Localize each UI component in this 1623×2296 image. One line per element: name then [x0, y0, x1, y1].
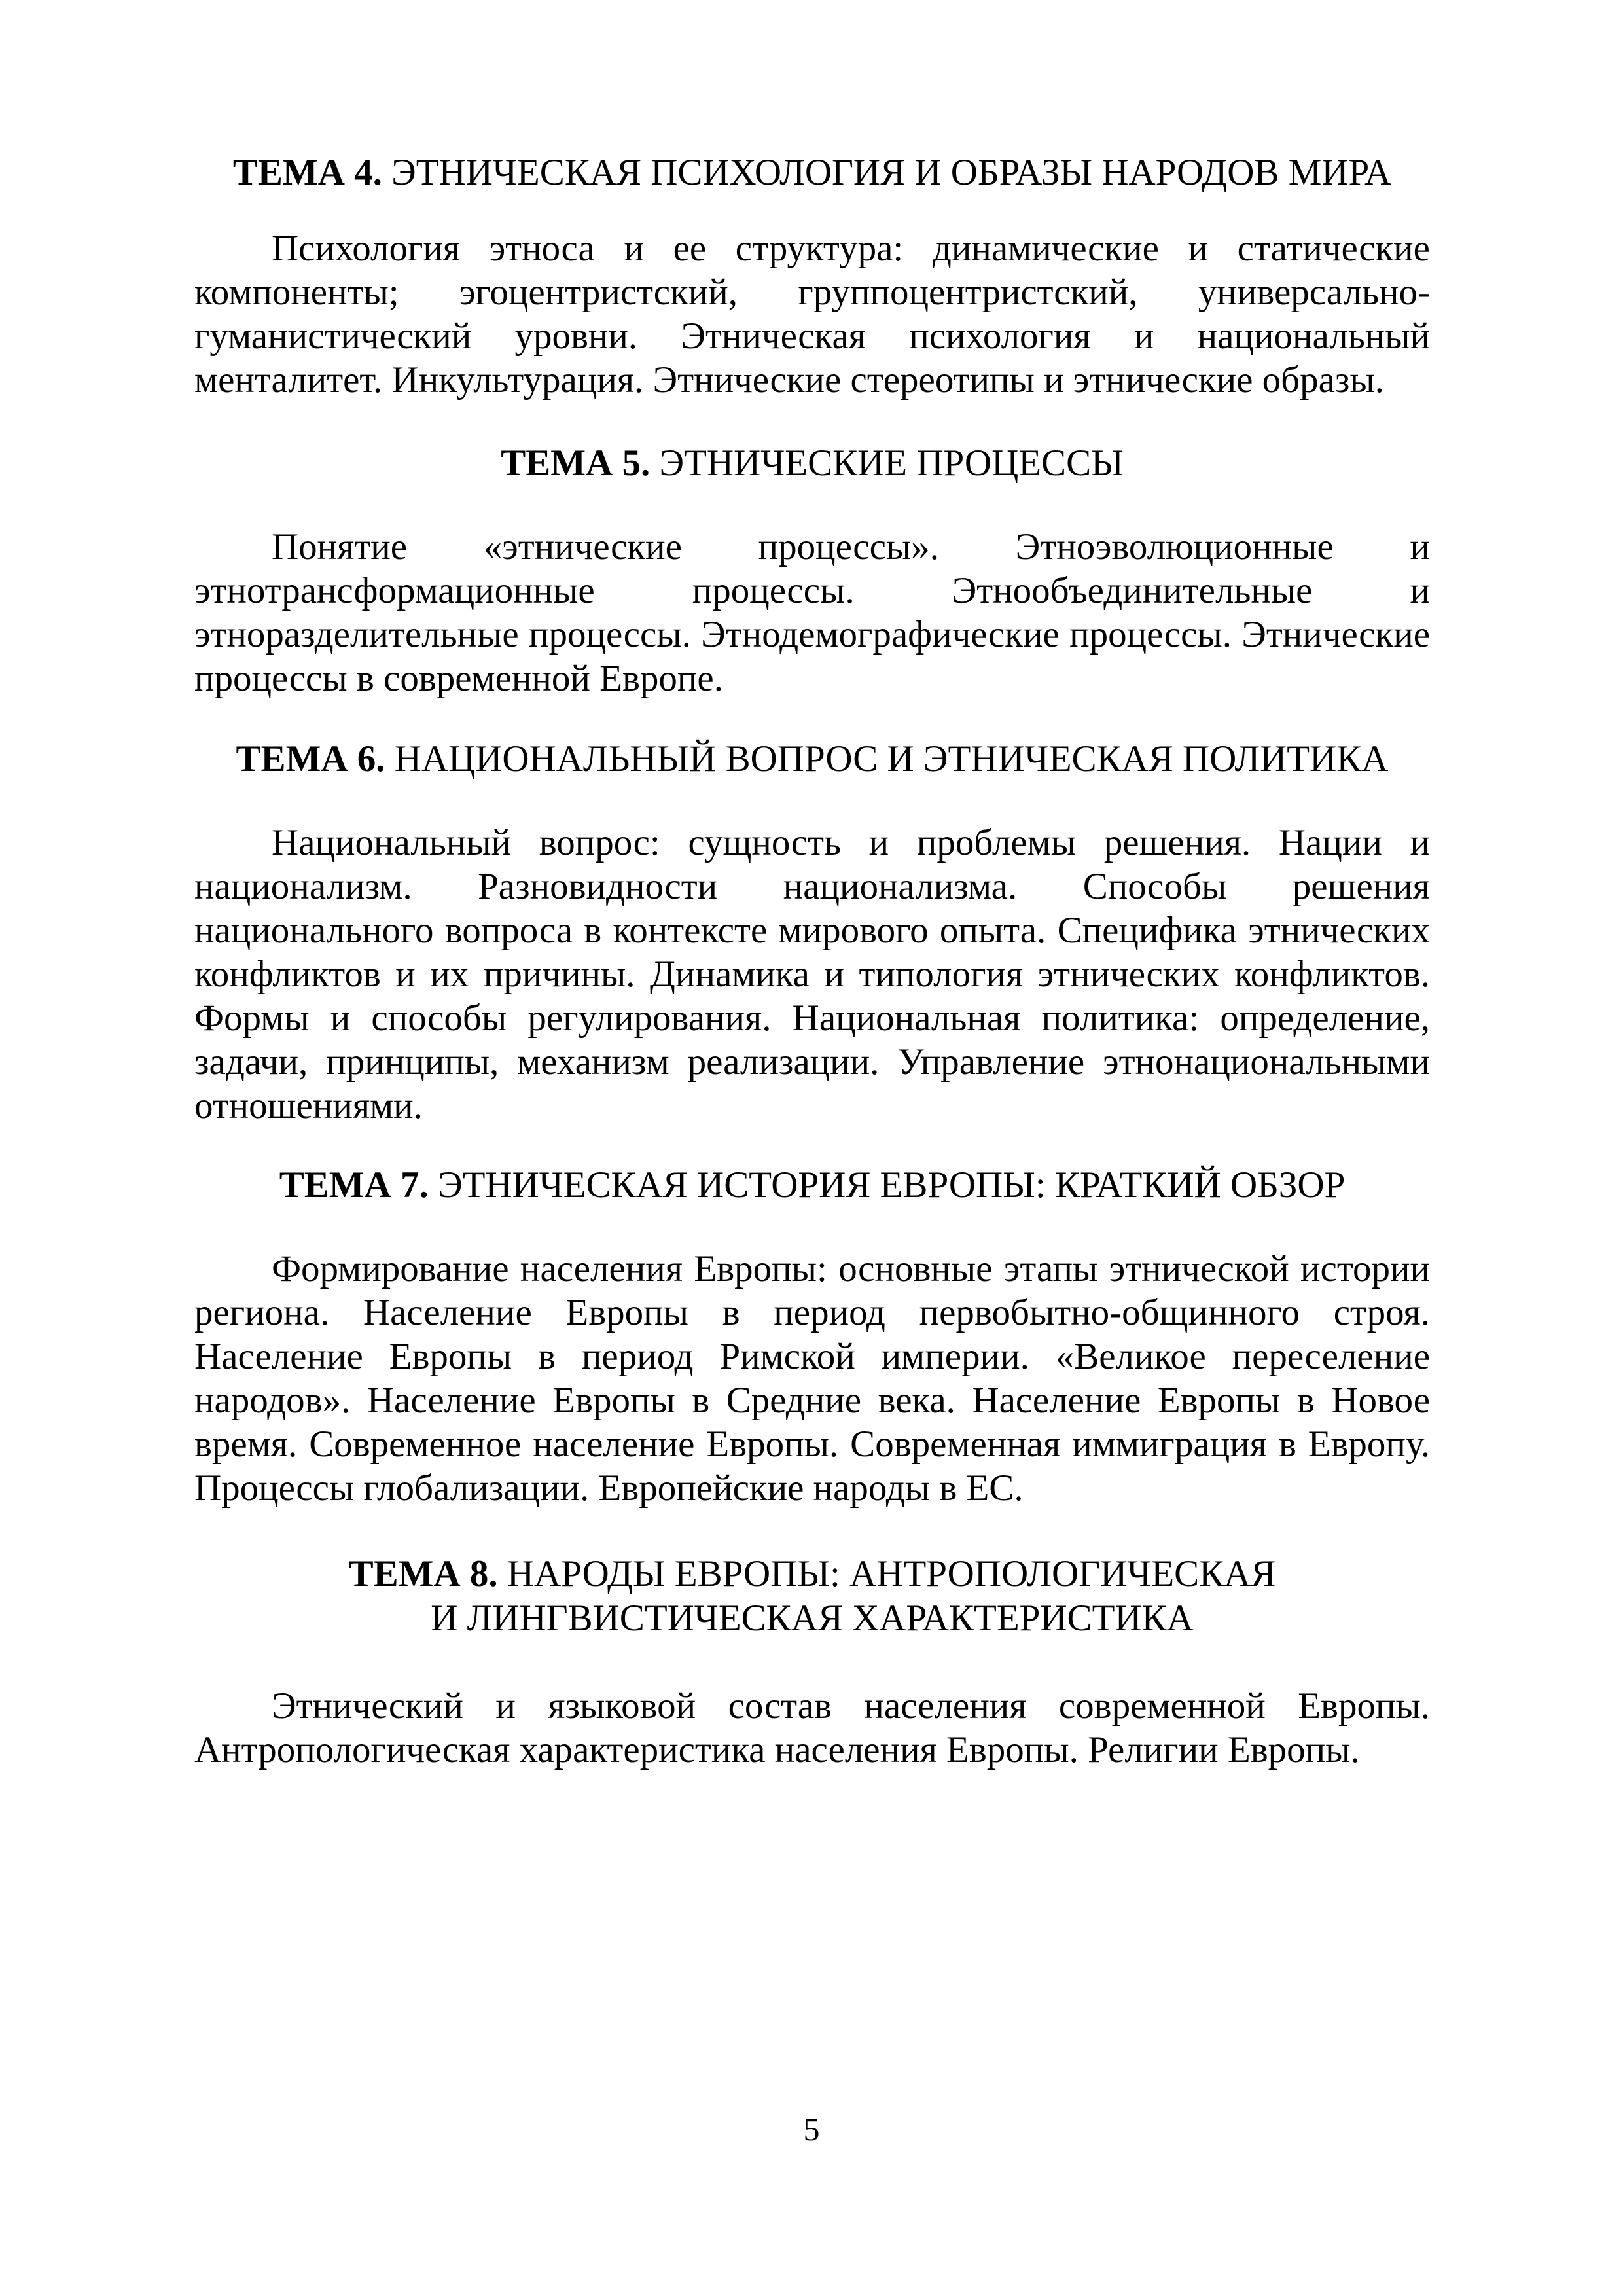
section-heading-8 [194, 1552, 1430, 1641]
section-title: НАЦИОНАЛЬНЫЙ ВОПРОС И ЭТНИЧЕСКАЯ ПОЛИТИКА [394, 738, 1389, 780]
section-title: ЭТНИЧЕСКАЯ ПСИХОЛОГИЯ И ОБРАЗЫ НАРОДОВ МИРА [391, 152, 1392, 193]
section-title: ЭТНИЧЕСКАЯ ИСТОРИЯ ЕВРОПЫ: КРАТКИЙ ОБЗОР [437, 1164, 1346, 1206]
section-heading-7 [194, 1163, 1430, 1208]
section-title: НАРОДЫ ЕВРОПЫ: АНТРОПОЛОГИЧЕСКАЯ [507, 1553, 1276, 1594]
section-label: ТЕМА 8. [348, 1553, 498, 1594]
section-label: ТЕМА 7. [279, 1164, 429, 1206]
page-number: 5 [803, 2111, 820, 2147]
section-body-4: Психология этноса и ее структура: динамические и статические компоненты; эгоцентристский, группоцентристский, универсально-гуманистический уровни. Этническая психология и национальный менталитет. Инкультурация. Этнические стереотипы и этнические образы. [194, 228, 1430, 401]
section-title: ЭТНИЧЕСКИЕ ПРОЦЕССЫ [659, 442, 1124, 484]
section-heading-6 [194, 737, 1430, 781]
section-body-5: Понятие «этнические процессы». Этноэволюционные и этнотрансформационные процессы. Этнообъединительные и этноразделительные процессы. Этнодемографические процессы. Этнические процессы в современной Европе. [194, 526, 1430, 699]
section-heading-4 [194, 151, 1430, 195]
section-title-line2: И ЛИНГВИСТИЧЕСКАЯ ХАРАКТЕРИСТИКА [431, 1598, 1194, 1639]
section-heading-5 [194, 441, 1430, 486]
section-body-7: Формирование населения Европы: основные этапы этнической истории региона. Население Европы в период первобытно-общинного строя. Население Европы в период Римской империи. «Великое переселение народов». Население Европы в Средние века. Население Европы в Новое время. Современное население Европы. Современная иммиграция в Европу. Процессы глобализации. Европейские народы в ЕС. [194, 1248, 1430, 1509]
section-body-8: Этнический и языковой состав населения современной Европы. Антропологическая характеристика населения Европы. Религии Европы. [194, 1685, 1430, 1770]
section-label: ТЕМА 5. [501, 442, 651, 484]
section-label: ТЕМА 6. [236, 738, 385, 780]
section-label: ТЕМА 4. [232, 152, 382, 193]
section-body-6: Национальный вопрос: сущность и проблемы решения. Нации и национализм. Разновидности национализма. Способы решения национального вопроса в контексте мирового опыта. Специфика этнических конфликтов и их причины. Динамика и типология этнических конфликтов. Формы и способы регулирования. Национальная политика: определение, задачи, принципы, механизм реализации. Управление этнонациональными отношениями. [194, 822, 1430, 1126]
page-content [194, 151, 1430, 1772]
